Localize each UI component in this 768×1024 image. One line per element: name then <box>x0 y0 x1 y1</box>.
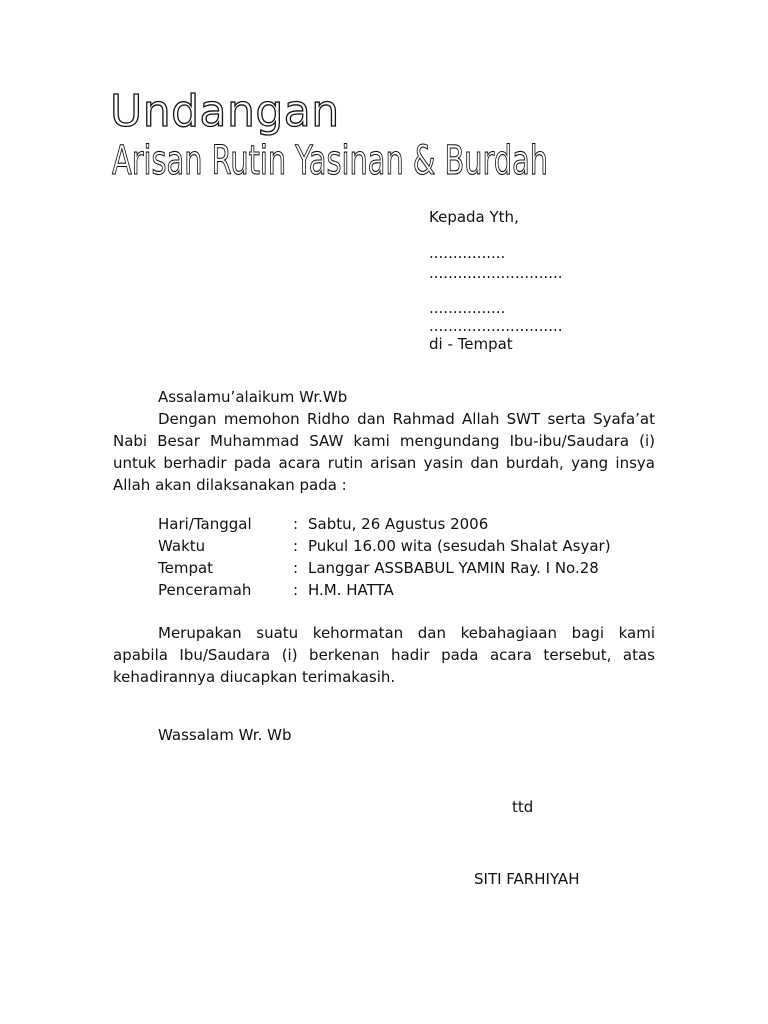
detail-label: Waktu <box>158 537 206 555</box>
detail-label: Hari/Tanggal <box>158 515 252 533</box>
recipient-salutation: Kepada Yth, <box>429 208 519 226</box>
detail-label: Tempat <box>158 559 214 577</box>
document-title: Undangan <box>110 86 340 137</box>
recipient-dots-long-2: ............................ <box>429 317 563 335</box>
recipient-place: di - Tempat <box>429 335 513 353</box>
detail-value: Langgar ASSBABUL YAMIN Ray. I No.28 <box>308 559 599 577</box>
opening-paragraph: Dengan memohon Ridho dan Rahmad Allah SWT serta Syafa’at Nabi Besar Muhammad SAW kami mengundang Ibu-ibu/Saudara (i) untuk berhadir pada acara rutin arisan yasin dan burdah, yang insya Allah akan dilaksanakan pada : <box>113 410 655 494</box>
detail-separator: : <box>293 515 299 533</box>
greeting: Assalamu’alaikum Wr.Wb <box>158 388 348 406</box>
farewell: Wassalam Wr. Wb <box>158 726 292 744</box>
detail-value: Pukul 16.00 wita (sesudah Shalat Asyar) <box>308 537 611 555</box>
detail-separator: : <box>293 559 299 577</box>
recipient-dots-long-1: ............................ <box>429 264 563 282</box>
detail-separator: : <box>293 581 299 599</box>
closing-paragraph: Merupakan suatu kehormatan dan kebahagiaan bagi kami apabila Ibu/Saudara (i) berkenan hadir pada acara tersebut, atas kehadirannya diucapkan terimakasih. <box>113 624 655 686</box>
detail-separator: : <box>293 537 299 555</box>
recipient-dots-short-1: ................ <box>429 244 506 262</box>
signature-ttd: ttd <box>512 798 534 816</box>
document-subtitle: Arisan Rutin Yasinan & Burdah <box>112 138 549 184</box>
detail-label: Penceramah <box>158 581 252 599</box>
recipient-dots-short-2: ................ <box>429 299 506 317</box>
detail-value: Sabtu, 26 Agustus 2006 <box>308 515 489 533</box>
detail-value: H.M. HATTA <box>308 581 394 599</box>
signature-name: SITI FARHIYAH <box>474 870 580 888</box>
